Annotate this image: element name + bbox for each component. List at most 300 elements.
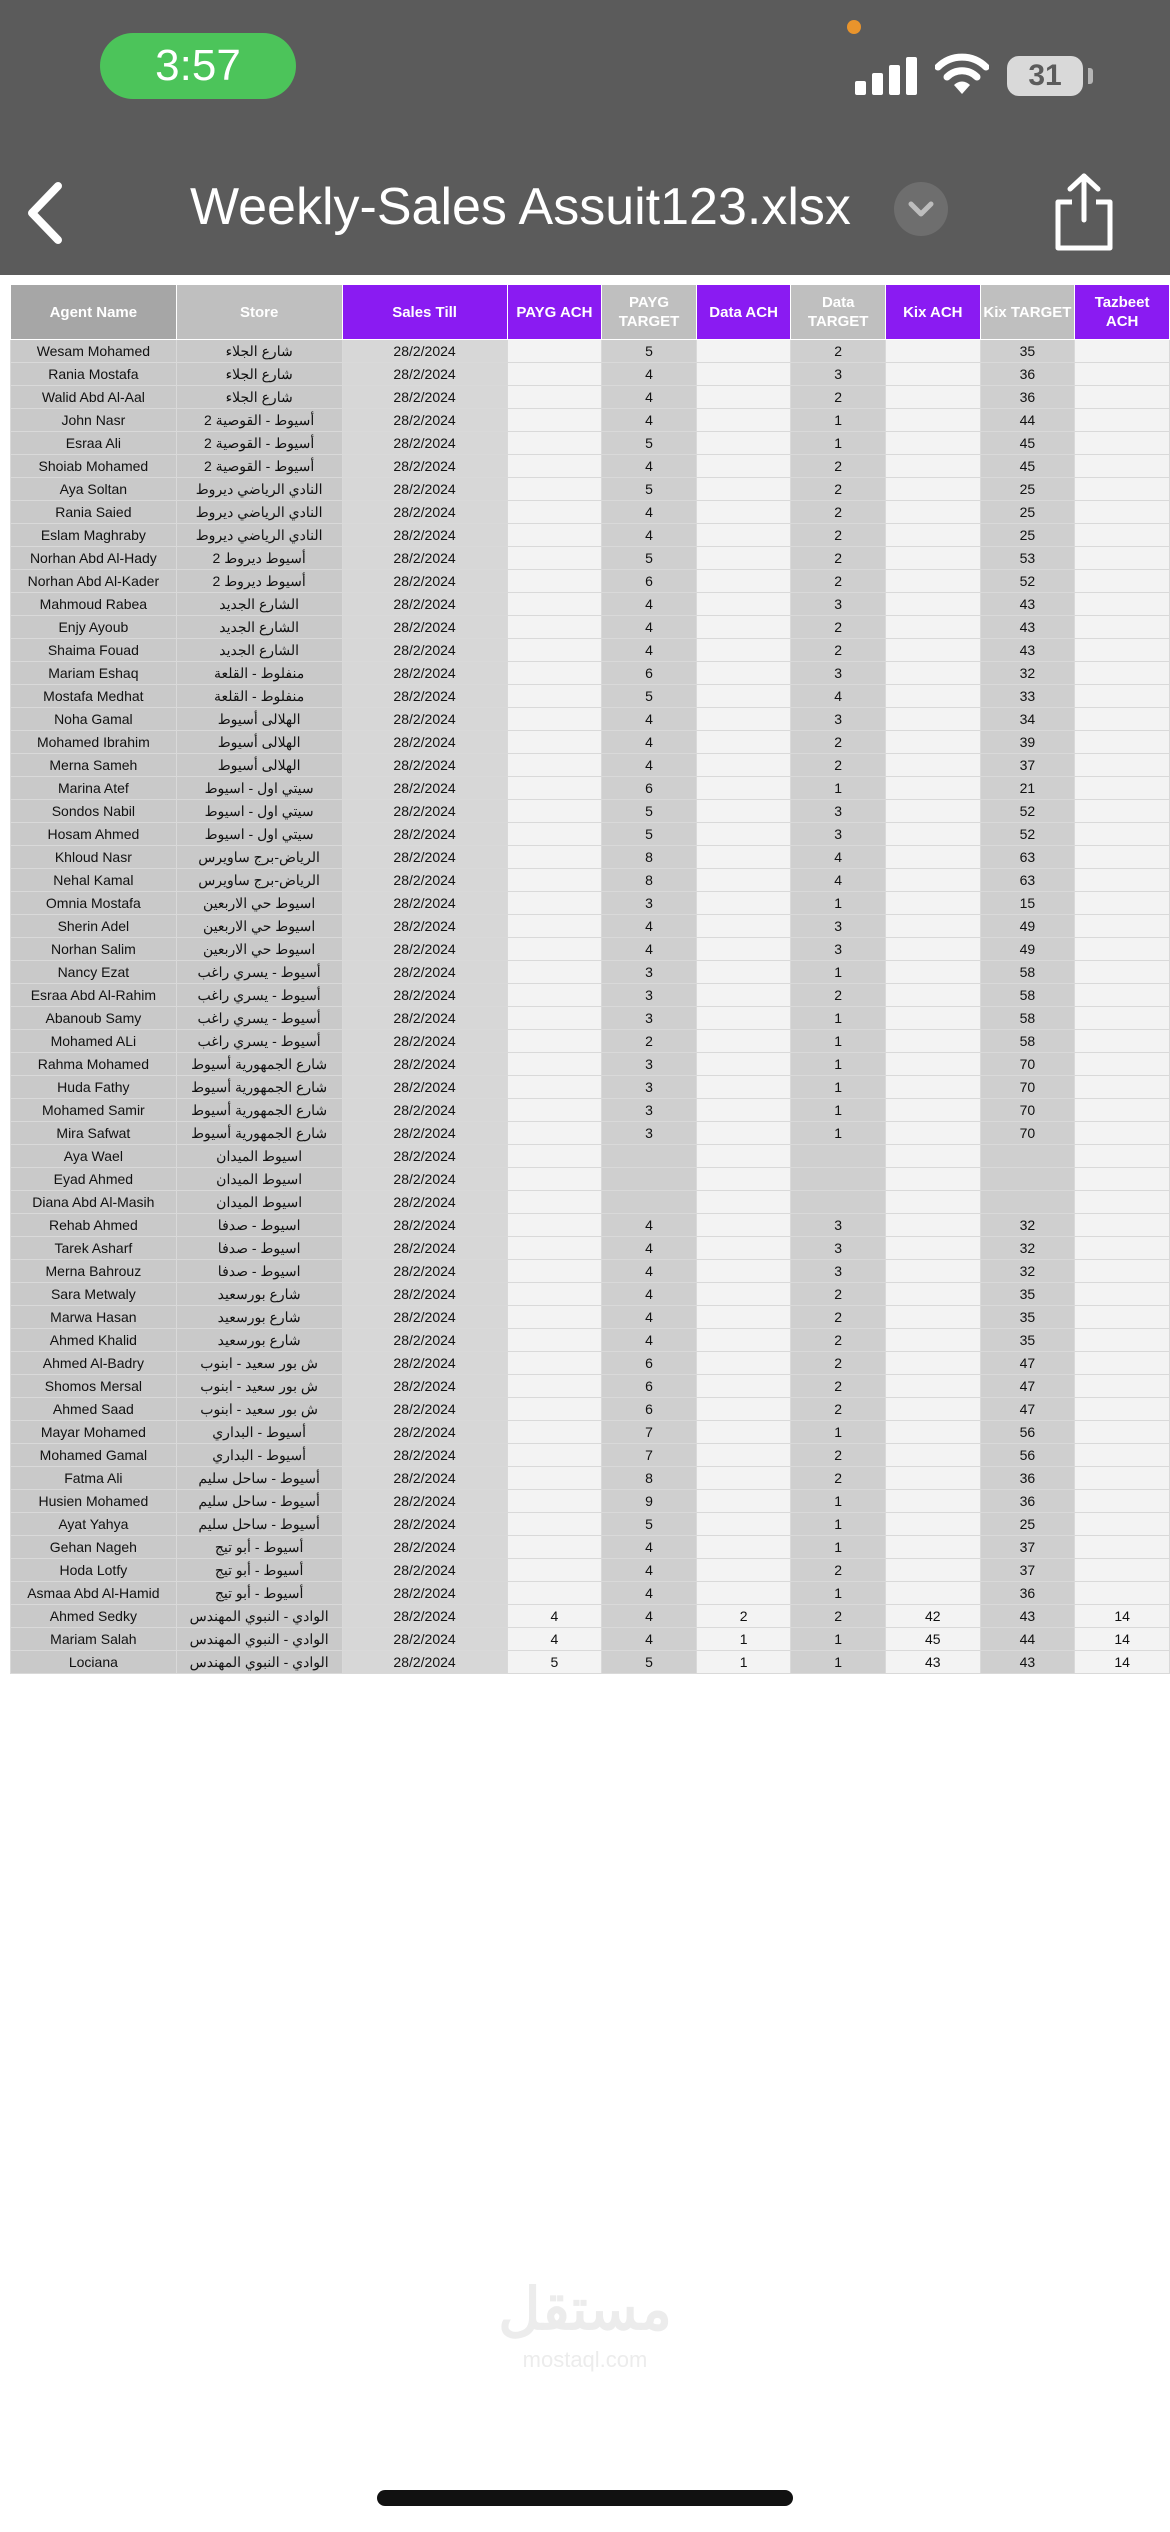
data-ach-cell[interactable] — [696, 800, 790, 823]
agent-name-cell[interactable]: Noha Gamal — [11, 708, 177, 731]
data-target-cell[interactable]: 2 — [791, 524, 886, 547]
kix-target-cell[interactable]: 32 — [980, 1237, 1075, 1260]
header-payg-ach[interactable]: PAYG ACH — [507, 285, 602, 340]
data-target-cell[interactable]: 1 — [791, 432, 886, 455]
sales-till-cell[interactable]: 28/2/2024 — [342, 1444, 507, 1467]
sales-till-cell[interactable]: 28/2/2024 — [342, 938, 507, 961]
kix-target-cell[interactable]: 32 — [980, 662, 1075, 685]
tazbeet-ach-cell[interactable] — [1075, 616, 1170, 639]
payg-ach-cell[interactable] — [507, 570, 602, 593]
payg-target-cell[interactable] — [602, 1191, 697, 1214]
payg-target-cell[interactable]: 2 — [602, 1030, 697, 1053]
sales-till-cell[interactable]: 28/2/2024 — [342, 1076, 507, 1099]
data-target-cell[interactable]: 2 — [791, 1444, 886, 1467]
store-cell[interactable]: شارع الجمهورية أسيوط — [176, 1076, 342, 1099]
kix-target-cell[interactable]: 36 — [980, 1490, 1075, 1513]
status-time[interactable]: 3:57 — [100, 33, 296, 99]
kix-ach-cell[interactable] — [886, 478, 980, 501]
payg-ach-cell[interactable] — [507, 1122, 602, 1145]
store-cell[interactable]: أسيوط - يسري راغب — [176, 1007, 342, 1030]
sales-till-cell[interactable]: 28/2/2024 — [342, 1536, 507, 1559]
tazbeet-ach-cell[interactable] — [1075, 455, 1170, 478]
kix-ach-cell[interactable] — [886, 754, 980, 777]
payg-target-cell[interactable]: 6 — [602, 1375, 697, 1398]
kix-ach-cell[interactable] — [886, 501, 980, 524]
sales-till-cell[interactable]: 28/2/2024 — [342, 1559, 507, 1582]
sales-till-cell[interactable]: 28/2/2024 — [342, 1214, 507, 1237]
store-cell[interactable]: اسيوط الميدان — [176, 1168, 342, 1191]
sales-till-cell[interactable]: 28/2/2024 — [342, 1145, 507, 1168]
kix-target-cell[interactable]: 36 — [980, 363, 1075, 386]
tazbeet-ach-cell[interactable] — [1075, 1536, 1170, 1559]
payg-target-cell[interactable]: 4 — [602, 708, 697, 731]
kix-target-cell[interactable]: 47 — [980, 1375, 1075, 1398]
kix-target-cell[interactable]: 43 — [980, 593, 1075, 616]
payg-target-cell[interactable]: 3 — [602, 1053, 697, 1076]
kix-ach-cell[interactable]: 43 — [886, 1651, 980, 1674]
sales-till-cell[interactable]: 28/2/2024 — [342, 1352, 507, 1375]
data-target-cell[interactable]: 3 — [791, 1237, 886, 1260]
sales-till-cell[interactable]: 28/2/2024 — [342, 1605, 507, 1628]
payg-target-cell[interactable]: 3 — [602, 1076, 697, 1099]
store-cell[interactable]: النادي الرياضي ديروط — [176, 501, 342, 524]
payg-target-cell[interactable]: 4 — [602, 1329, 697, 1352]
store-cell[interactable]: أسيوط - يسري راغب — [176, 984, 342, 1007]
kix-ach-cell[interactable] — [886, 570, 980, 593]
sales-till-cell[interactable]: 28/2/2024 — [342, 570, 507, 593]
payg-target-cell[interactable]: 3 — [602, 1099, 697, 1122]
payg-ach-cell[interactable] — [507, 478, 602, 501]
store-cell[interactable]: الرياض-برج ساويرس — [176, 869, 342, 892]
agent-name-cell[interactable]: Merna Bahrouz — [11, 1260, 177, 1283]
kix-ach-cell[interactable] — [886, 1076, 980, 1099]
data-ach-cell[interactable] — [696, 685, 790, 708]
store-cell[interactable]: اسيوط حي الاربعين — [176, 915, 342, 938]
agent-name-cell[interactable]: Huda Fathy — [11, 1076, 177, 1099]
data-ach-cell[interactable] — [696, 777, 790, 800]
data-target-cell[interactable]: 1 — [791, 1582, 886, 1605]
payg-ach-cell[interactable] — [507, 1559, 602, 1582]
agent-name-cell[interactable]: Rania Saied — [11, 501, 177, 524]
data-ach-cell[interactable] — [696, 754, 790, 777]
sales-till-cell[interactable]: 28/2/2024 — [342, 754, 507, 777]
store-cell[interactable]: الوادي - النبوي المهندس — [176, 1605, 342, 1628]
tazbeet-ach-cell[interactable] — [1075, 639, 1170, 662]
store-cell[interactable]: شارع بورسعيد — [176, 1306, 342, 1329]
header-data-target[interactable]: Data TARGET — [791, 285, 886, 340]
data-target-cell[interactable]: 1 — [791, 1053, 886, 1076]
tazbeet-ach-cell[interactable] — [1075, 984, 1170, 1007]
kix-target-cell[interactable]: 47 — [980, 1398, 1075, 1421]
sales-till-cell[interactable]: 28/2/2024 — [342, 1053, 507, 1076]
tazbeet-ach-cell[interactable] — [1075, 823, 1170, 846]
header-data-ach[interactable]: Data ACH — [696, 285, 790, 340]
agent-name-cell[interactable]: Mostafa Medhat — [11, 685, 177, 708]
store-cell[interactable]: منفلوط - القلعة — [176, 685, 342, 708]
kix-target-cell[interactable]: 39 — [980, 731, 1075, 754]
agent-name-cell[interactable]: Esraa Abd Al-Rahim — [11, 984, 177, 1007]
data-ach-cell[interactable] — [696, 731, 790, 754]
payg-ach-cell[interactable] — [507, 593, 602, 616]
agent-name-cell[interactable]: Lociana — [11, 1651, 177, 1674]
tazbeet-ach-cell[interactable] — [1075, 1122, 1170, 1145]
payg-ach-cell[interactable] — [507, 1536, 602, 1559]
data-ach-cell[interactable] — [696, 1513, 790, 1536]
data-ach-cell[interactable] — [696, 616, 790, 639]
payg-target-cell[interactable]: 5 — [602, 478, 697, 501]
kix-target-cell[interactable]: 33 — [980, 685, 1075, 708]
kix-ach-cell[interactable] — [886, 1306, 980, 1329]
data-target-cell[interactable]: 1 — [791, 1030, 886, 1053]
data-ach-cell[interactable]: 1 — [696, 1651, 790, 1674]
data-target-cell[interactable]: 2 — [791, 570, 886, 593]
data-target-cell[interactable]: 3 — [791, 593, 886, 616]
sales-till-cell[interactable]: 28/2/2024 — [342, 1421, 507, 1444]
sales-till-cell[interactable]: 28/2/2024 — [342, 685, 507, 708]
payg-ach-cell[interactable] — [507, 1352, 602, 1375]
store-cell[interactable]: شارع بورسعيد — [176, 1329, 342, 1352]
sales-till-cell[interactable]: 28/2/2024 — [342, 478, 507, 501]
data-target-cell[interactable]: 1 — [791, 777, 886, 800]
kix-ach-cell[interactable] — [886, 777, 980, 800]
kix-ach-cell[interactable] — [886, 731, 980, 754]
kix-target-cell[interactable]: 21 — [980, 777, 1075, 800]
payg-ach-cell[interactable] — [507, 547, 602, 570]
store-cell[interactable]: الشارع الجديد — [176, 639, 342, 662]
tazbeet-ach-cell[interactable] — [1075, 961, 1170, 984]
data-ach-cell[interactable] — [696, 1030, 790, 1053]
payg-ach-cell[interactable] — [507, 639, 602, 662]
kix-ach-cell[interactable] — [886, 1421, 980, 1444]
store-cell[interactable]: أسيوط - القوصية 2 — [176, 455, 342, 478]
tazbeet-ach-cell[interactable] — [1075, 685, 1170, 708]
sales-till-cell[interactable]: 28/2/2024 — [342, 1306, 507, 1329]
agent-name-cell[interactable]: Shaima Fouad — [11, 639, 177, 662]
payg-target-cell[interactable]: 4 — [602, 938, 697, 961]
kix-ach-cell[interactable] — [886, 1168, 980, 1191]
sales-till-cell[interactable]: 28/2/2024 — [342, 915, 507, 938]
agent-name-cell[interactable]: Omnia Mostafa — [11, 892, 177, 915]
data-target-cell[interactable]: 4 — [791, 685, 886, 708]
tazbeet-ach-cell[interactable] — [1075, 386, 1170, 409]
store-cell[interactable]: أسيوط - أبو تيج — [176, 1582, 342, 1605]
kix-ach-cell[interactable] — [886, 1099, 980, 1122]
data-ach-cell[interactable] — [696, 869, 790, 892]
agent-name-cell[interactable]: Sherin Adel — [11, 915, 177, 938]
tazbeet-ach-cell[interactable] — [1075, 1513, 1170, 1536]
agent-name-cell[interactable]: Ahmed Al-Badry — [11, 1352, 177, 1375]
data-ach-cell[interactable] — [696, 1467, 790, 1490]
kix-target-cell[interactable]: 56 — [980, 1444, 1075, 1467]
payg-ach-cell[interactable] — [507, 455, 602, 478]
sales-till-cell[interactable]: 28/2/2024 — [342, 1260, 507, 1283]
kix-ach-cell[interactable] — [886, 1053, 980, 1076]
payg-ach-cell[interactable] — [507, 685, 602, 708]
kix-target-cell[interactable] — [980, 1145, 1075, 1168]
data-ach-cell[interactable] — [696, 363, 790, 386]
store-cell[interactable]: أسيوط ديروط 2 — [176, 547, 342, 570]
data-ach-cell[interactable] — [696, 1145, 790, 1168]
kix-ach-cell[interactable] — [886, 662, 980, 685]
kix-target-cell[interactable]: 34 — [980, 708, 1075, 731]
sales-till-cell[interactable]: 28/2/2024 — [342, 639, 507, 662]
data-ach-cell[interactable] — [696, 892, 790, 915]
spreadsheet-view[interactable] — [10, 284, 1170, 1674]
payg-target-cell[interactable]: 4 — [602, 409, 697, 432]
store-cell[interactable]: اسيوط - صدفا — [176, 1237, 342, 1260]
store-cell[interactable]: الوادي - النبوي المهندس — [176, 1651, 342, 1674]
payg-target-cell[interactable]: 4 — [602, 1628, 697, 1651]
tazbeet-ach-cell[interactable] — [1075, 1375, 1170, 1398]
sales-till-cell[interactable]: 28/2/2024 — [342, 1651, 507, 1674]
payg-ach-cell[interactable] — [507, 1099, 602, 1122]
header-payg-target[interactable]: PAYG TARGET — [602, 285, 697, 340]
data-target-cell[interactable]: 2 — [791, 478, 886, 501]
data-target-cell[interactable]: 3 — [791, 823, 886, 846]
agent-name-cell[interactable]: Norhan Abd Al-Hady — [11, 547, 177, 570]
data-ach-cell[interactable] — [696, 478, 790, 501]
sales-till-cell[interactable]: 28/2/2024 — [342, 616, 507, 639]
agent-name-cell[interactable]: Mahmoud Rabea — [11, 593, 177, 616]
store-cell[interactable]: سيتي اول - اسيوط — [176, 823, 342, 846]
tazbeet-ach-cell[interactable] — [1075, 777, 1170, 800]
payg-target-cell[interactable]: 4 — [602, 363, 697, 386]
store-cell[interactable]: شارع الجلاء — [176, 340, 342, 363]
data-target-cell[interactable]: 2 — [791, 1559, 886, 1582]
kix-target-cell[interactable]: 35 — [980, 1283, 1075, 1306]
kix-ach-cell[interactable] — [886, 1352, 980, 1375]
tazbeet-ach-cell[interactable] — [1075, 662, 1170, 685]
header-kix-ach[interactable]: Kix ACH — [886, 285, 980, 340]
agent-name-cell[interactable]: Mohamed Gamal — [11, 1444, 177, 1467]
store-cell[interactable]: أسيوط - ساحل سليم — [176, 1467, 342, 1490]
payg-target-cell[interactable]: 4 — [602, 1283, 697, 1306]
data-target-cell[interactable]: 2 — [791, 1306, 886, 1329]
agent-name-cell[interactable]: Ahmed Sedky — [11, 1605, 177, 1628]
tazbeet-ach-cell[interactable] — [1075, 800, 1170, 823]
kix-target-cell[interactable]: 70 — [980, 1053, 1075, 1076]
kix-target-cell[interactable]: 70 — [980, 1099, 1075, 1122]
tazbeet-ach-cell[interactable]: 14 — [1075, 1605, 1170, 1628]
data-target-cell[interactable]: 1 — [791, 1536, 886, 1559]
sales-till-cell[interactable]: 28/2/2024 — [342, 432, 507, 455]
payg-target-cell[interactable] — [602, 1145, 697, 1168]
agent-name-cell[interactable]: Merna Sameh — [11, 754, 177, 777]
sales-till-cell[interactable]: 28/2/2024 — [342, 1467, 507, 1490]
sales-till-cell[interactable]: 28/2/2024 — [342, 1191, 507, 1214]
data-target-cell[interactable]: 1 — [791, 961, 886, 984]
agent-name-cell[interactable]: Hoda Lotfy — [11, 1559, 177, 1582]
kix-ach-cell[interactable] — [886, 1030, 980, 1053]
payg-target-cell[interactable]: 8 — [602, 1467, 697, 1490]
data-target-cell[interactable]: 1 — [791, 1099, 886, 1122]
payg-ach-cell[interactable] — [507, 1582, 602, 1605]
store-cell[interactable]: الرياض-برج ساويرس — [176, 846, 342, 869]
data-ach-cell[interactable] — [696, 639, 790, 662]
store-cell[interactable]: ش بور سعيد - ابنوب — [176, 1375, 342, 1398]
agent-name-cell[interactable]: Rahma Mohamed — [11, 1053, 177, 1076]
payg-target-cell[interactable]: 3 — [602, 984, 697, 1007]
payg-target-cell[interactable]: 4 — [602, 1306, 697, 1329]
agent-name-cell[interactable]: Rania Mostafa — [11, 363, 177, 386]
agent-name-cell[interactable]: Ahmed Khalid — [11, 1329, 177, 1352]
data-ach-cell[interactable] — [696, 1421, 790, 1444]
tazbeet-ach-cell[interactable] — [1075, 340, 1170, 363]
payg-target-cell[interactable]: 6 — [602, 1352, 697, 1375]
tazbeet-ach-cell[interactable] — [1075, 1444, 1170, 1467]
agent-name-cell[interactable]: Ayat Yahya — [11, 1513, 177, 1536]
data-target-cell[interactable]: 1 — [791, 1421, 886, 1444]
data-target-cell[interactable]: 2 — [791, 386, 886, 409]
store-cell[interactable]: أسيوط - يسري راغب — [176, 1030, 342, 1053]
agent-name-cell[interactable]: Mohamed Samir — [11, 1099, 177, 1122]
kix-ach-cell[interactable] — [886, 386, 980, 409]
store-cell[interactable]: اسيوط الميدان — [176, 1191, 342, 1214]
sales-till-cell[interactable]: 28/2/2024 — [342, 892, 507, 915]
payg-target-cell[interactable]: 6 — [602, 662, 697, 685]
agent-name-cell[interactable]: Rehab Ahmed — [11, 1214, 177, 1237]
payg-ach-cell[interactable]: 4 — [507, 1605, 602, 1628]
data-ach-cell[interactable] — [696, 386, 790, 409]
tazbeet-ach-cell[interactable] — [1075, 1329, 1170, 1352]
tazbeet-ach-cell[interactable] — [1075, 363, 1170, 386]
kix-target-cell[interactable]: 32 — [980, 1260, 1075, 1283]
sales-till-cell[interactable]: 28/2/2024 — [342, 1375, 507, 1398]
payg-target-cell[interactable]: 5 — [602, 685, 697, 708]
kix-target-cell[interactable]: 25 — [980, 524, 1075, 547]
sales-till-cell[interactable]: 28/2/2024 — [342, 1030, 507, 1053]
data-target-cell[interactable]: 2 — [791, 754, 886, 777]
tazbeet-ach-cell[interactable] — [1075, 1421, 1170, 1444]
payg-target-cell[interactable]: 4 — [602, 754, 697, 777]
kix-target-cell[interactable]: 56 — [980, 1421, 1075, 1444]
sales-till-cell[interactable]: 28/2/2024 — [342, 1007, 507, 1030]
data-target-cell[interactable]: 3 — [791, 800, 886, 823]
kix-target-cell[interactable]: 37 — [980, 754, 1075, 777]
sales-till-cell[interactable]: 28/2/2024 — [342, 1237, 507, 1260]
data-ach-cell[interactable] — [696, 1536, 790, 1559]
sales-till-cell[interactable]: 28/2/2024 — [342, 1490, 507, 1513]
tazbeet-ach-cell[interactable] — [1075, 1099, 1170, 1122]
agent-name-cell[interactable]: Khloud Nasr — [11, 846, 177, 869]
kix-ach-cell[interactable] — [886, 1007, 980, 1030]
data-target-cell[interactable]: 4 — [791, 846, 886, 869]
tazbeet-ach-cell[interactable] — [1075, 1007, 1170, 1030]
agent-name-cell[interactable]: Shoiab Mohamed — [11, 455, 177, 478]
payg-ach-cell[interactable] — [507, 386, 602, 409]
kix-target-cell[interactable]: 52 — [980, 823, 1075, 846]
kix-target-cell[interactable]: 36 — [980, 1467, 1075, 1490]
kix-target-cell[interactable]: 36 — [980, 1582, 1075, 1605]
payg-target-cell[interactable]: 5 — [602, 340, 697, 363]
agent-name-cell[interactable]: Enjy Ayoub — [11, 616, 177, 639]
kix-target-cell[interactable]: 43 — [980, 616, 1075, 639]
sales-till-cell[interactable]: 28/2/2024 — [342, 662, 507, 685]
data-target-cell[interactable]: 3 — [791, 915, 886, 938]
tazbeet-ach-cell[interactable]: 14 — [1075, 1651, 1170, 1674]
kix-target-cell[interactable]: 44 — [980, 1628, 1075, 1651]
data-target-cell[interactable]: 1 — [791, 1628, 886, 1651]
kix-ach-cell[interactable] — [886, 685, 980, 708]
payg-ach-cell[interactable]: 4 — [507, 1628, 602, 1651]
data-target-cell[interactable]: 2 — [791, 1329, 886, 1352]
kix-ach-cell[interactable] — [886, 524, 980, 547]
data-target-cell[interactable]: 3 — [791, 708, 886, 731]
agent-name-cell[interactable]: Shomos Mersal — [11, 1375, 177, 1398]
data-ach-cell[interactable] — [696, 961, 790, 984]
sales-till-cell[interactable]: 28/2/2024 — [342, 455, 507, 478]
payg-target-cell[interactable]: 3 — [602, 892, 697, 915]
payg-ach-cell[interactable] — [507, 501, 602, 524]
store-cell[interactable]: أسيوط - ساحل سليم — [176, 1513, 342, 1536]
agent-name-cell[interactable]: Mohamed Ibrahim — [11, 731, 177, 754]
agent-name-cell[interactable]: Esraa Ali — [11, 432, 177, 455]
data-target-cell[interactable]: 2 — [791, 1605, 886, 1628]
kix-ach-cell[interactable] — [886, 1582, 980, 1605]
payg-ach-cell[interactable] — [507, 1214, 602, 1237]
payg-target-cell[interactable]: 4 — [602, 593, 697, 616]
sales-till-cell[interactable]: 28/2/2024 — [342, 409, 507, 432]
data-target-cell[interactable]: 3 — [791, 662, 886, 685]
data-target-cell[interactable]: 3 — [791, 938, 886, 961]
kix-ach-cell[interactable] — [886, 823, 980, 846]
kix-ach-cell[interactable] — [886, 1375, 980, 1398]
agent-name-cell[interactable]: Mariam Eshaq — [11, 662, 177, 685]
agent-name-cell[interactable]: Aya Soltan — [11, 478, 177, 501]
agent-name-cell[interactable]: Aya Wael — [11, 1145, 177, 1168]
payg-ach-cell[interactable] — [507, 1260, 602, 1283]
kix-ach-cell[interactable] — [886, 1214, 980, 1237]
data-target-cell[interactable]: 2 — [791, 1283, 886, 1306]
payg-target-cell[interactable]: 3 — [602, 1007, 697, 1030]
payg-target-cell[interactable]: 3 — [602, 1122, 697, 1145]
data-target-cell[interactable]: 2 — [791, 1467, 886, 1490]
payg-ach-cell[interactable] — [507, 616, 602, 639]
tazbeet-ach-cell[interactable] — [1075, 1398, 1170, 1421]
sales-till-cell[interactable]: 28/2/2024 — [342, 1099, 507, 1122]
agent-name-cell[interactable]: Gehan Nageh — [11, 1536, 177, 1559]
store-cell[interactable]: أسيوط - البداري — [176, 1421, 342, 1444]
kix-target-cell[interactable]: 63 — [980, 869, 1075, 892]
payg-ach-cell[interactable] — [507, 1076, 602, 1099]
kix-ach-cell[interactable] — [886, 1536, 980, 1559]
payg-ach-cell[interactable] — [507, 363, 602, 386]
data-target-cell[interactable]: 2 — [791, 547, 886, 570]
data-ach-cell[interactable] — [696, 1007, 790, 1030]
kix-ach-cell[interactable] — [886, 1490, 980, 1513]
agent-name-cell[interactable]: Husien Mohamed — [11, 1490, 177, 1513]
payg-ach-cell[interactable] — [507, 1306, 602, 1329]
data-ach-cell[interactable] — [696, 455, 790, 478]
kix-target-cell[interactable]: 36 — [980, 386, 1075, 409]
kix-target-cell[interactable]: 49 — [980, 915, 1075, 938]
payg-ach-cell[interactable] — [507, 754, 602, 777]
tazbeet-ach-cell[interactable] — [1075, 1145, 1170, 1168]
sales-till-cell[interactable]: 28/2/2024 — [342, 800, 507, 823]
agent-name-cell[interactable]: Wesam Mohamed — [11, 340, 177, 363]
agent-name-cell[interactable]: Nancy Ezat — [11, 961, 177, 984]
home-indicator[interactable] — [377, 2490, 793, 2506]
payg-ach-cell[interactable] — [507, 1053, 602, 1076]
kix-ach-cell[interactable] — [886, 1237, 980, 1260]
sales-till-cell[interactable]: 28/2/2024 — [342, 869, 507, 892]
payg-ach-cell[interactable] — [507, 340, 602, 363]
payg-target-cell[interactable]: 4 — [602, 455, 697, 478]
store-cell[interactable]: اسيوط حي الاربعين — [176, 892, 342, 915]
payg-target-cell[interactable]: 4 — [602, 1214, 697, 1237]
store-cell[interactable]: الهلالى أسيوط — [176, 708, 342, 731]
tazbeet-ach-cell[interactable] — [1075, 1076, 1170, 1099]
